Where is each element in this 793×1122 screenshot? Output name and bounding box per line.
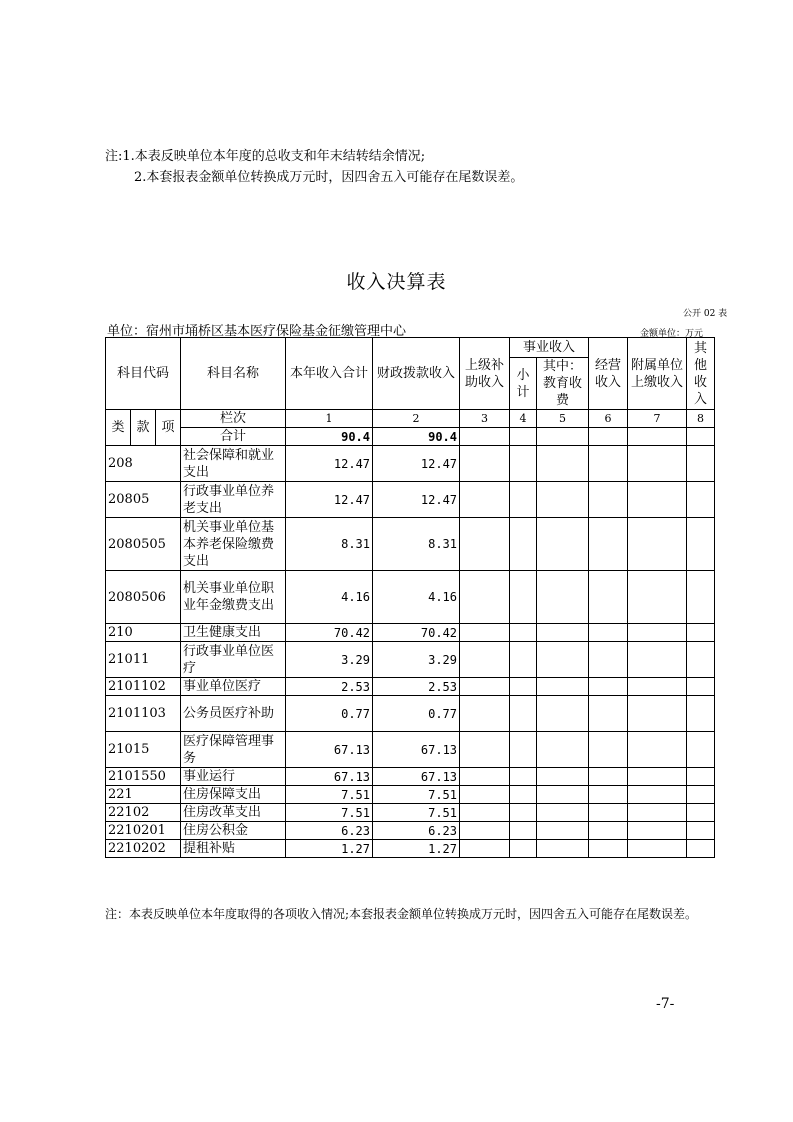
header-subject-name: 科目名称 — [181, 338, 286, 410]
empty-cell — [589, 482, 628, 518]
row-total-income: 3.29 — [286, 642, 373, 678]
row-total-income: 70.42 — [286, 624, 373, 642]
row-name: 事业单位医疗 — [181, 678, 286, 696]
page-title: 收入决算表 — [346, 271, 447, 293]
row-fiscal-income: 4.16 — [373, 571, 460, 624]
empty-cell — [589, 696, 628, 732]
empty-cell — [628, 822, 687, 840]
row-fiscal-income: 12.47 — [373, 482, 460, 518]
table-row — [106, 768, 715, 786]
unit-label: 单位：宿州市埇桥区基本医疗保险基金征缴管理中心 — [107, 324, 407, 339]
empty-cell — [510, 642, 537, 678]
row-code: 21015 — [106, 732, 181, 768]
table-row — [106, 732, 715, 768]
fiscal-income-sum: 90.4 — [373, 428, 460, 446]
header-superior-subsidy: 上级补助收入 — [460, 338, 510, 410]
empty-cell — [687, 768, 715, 786]
table-row — [106, 840, 715, 858]
row-total-income: 8.31 — [286, 518, 373, 571]
row-code: 2080505 — [106, 518, 181, 571]
header-kuan: 款 — [131, 410, 156, 446]
col-number: 8 — [687, 410, 715, 428]
table-row — [106, 678, 715, 696]
row-fiscal-income: 7.51 — [373, 786, 460, 804]
empty-cell — [589, 768, 628, 786]
col-number: 5 — [537, 410, 589, 428]
empty-cell — [537, 571, 589, 624]
empty-cell — [589, 786, 628, 804]
row-name: 卫生健康支出 — [181, 624, 286, 642]
income-table — [105, 337, 715, 858]
row-fiscal-income: 12.47 — [373, 446, 460, 482]
empty-cell — [687, 732, 715, 768]
row-name: 公务员医疗补助 — [181, 696, 286, 732]
empty-cell — [628, 678, 687, 696]
empty-cell — [537, 624, 589, 642]
empty-cell — [687, 624, 715, 642]
row-total-income: 2.53 — [286, 678, 373, 696]
empty-cell — [460, 678, 510, 696]
row-fiscal-income: 3.29 — [373, 642, 460, 678]
row-code: 2210202 — [106, 840, 181, 858]
empty-cell — [510, 786, 537, 804]
row-code: 208 — [106, 446, 181, 482]
row-fiscal-income: 67.13 — [373, 732, 460, 768]
row-code: 2101102 — [106, 678, 181, 696]
row-name: 机关事业单位基本养老保险缴费支出 — [181, 518, 286, 571]
row-total-income: 67.13 — [286, 732, 373, 768]
row-code: 2080506 — [106, 571, 181, 624]
empty-cell — [460, 642, 510, 678]
empty-cell — [628, 624, 687, 642]
header-subject-code: 科目代码 — [106, 338, 181, 410]
header-fiscal-income: 财政拨款收入 — [373, 338, 460, 410]
empty-cell — [628, 696, 687, 732]
empty-cell — [687, 822, 715, 840]
row-fiscal-income: 70.42 — [373, 624, 460, 642]
empty-cell — [687, 786, 715, 804]
row-fiscal-income: 6.23 — [373, 822, 460, 840]
row-code: 2101103 — [106, 696, 181, 732]
empty-cell — [510, 571, 537, 624]
header-column-index: 栏次 — [181, 410, 286, 428]
col-number: 3 — [460, 410, 510, 428]
empty-cell — [460, 696, 510, 732]
empty-cell — [589, 822, 628, 840]
row-code: 210 — [106, 624, 181, 642]
empty-cell — [628, 804, 687, 822]
empty-cell — [460, 518, 510, 571]
header-lei: 类 — [106, 410, 131, 446]
empty-cell — [460, 840, 510, 858]
empty-cell — [537, 822, 589, 840]
empty-cell — [510, 624, 537, 642]
row-name: 住房改革支出 — [181, 804, 286, 822]
empty-cell — [628, 446, 687, 482]
empty-cell — [460, 822, 510, 840]
row-code: 20805 — [106, 482, 181, 518]
row-code: 2210201 — [106, 822, 181, 840]
row-name: 提租补贴 — [181, 840, 286, 858]
row-total-income: 6.23 — [286, 822, 373, 840]
empty-cell — [628, 571, 687, 624]
empty-cell — [589, 642, 628, 678]
empty-cell — [510, 732, 537, 768]
empty-cell — [510, 518, 537, 571]
row-total-income: 1.27 — [286, 840, 373, 858]
table-row — [106, 446, 715, 482]
row-total-income: 7.51 — [286, 786, 373, 804]
empty-cell — [510, 678, 537, 696]
table-row — [106, 642, 715, 678]
table-row — [106, 518, 715, 571]
row-name: 行政事业单位医疗 — [181, 642, 286, 678]
empty-cell — [589, 678, 628, 696]
empty-cell — [628, 732, 687, 768]
header-operating-income: 经营收入 — [589, 338, 628, 410]
header-edu-fee: 其中：教育收费 — [537, 358, 589, 410]
empty-cell — [510, 446, 537, 482]
empty-cell — [510, 482, 537, 518]
col-number: 1 — [286, 410, 373, 428]
empty-cell — [628, 482, 687, 518]
empty-cell — [537, 446, 589, 482]
empty-cell — [687, 518, 715, 571]
empty-cell — [537, 642, 589, 678]
empty-cell — [687, 482, 715, 518]
empty-cell — [537, 482, 589, 518]
row-fiscal-income: 7.51 — [373, 804, 460, 822]
table-row — [106, 822, 715, 840]
note-bottom: 注：本表反映单位本年度取得的各项收入情况;本套报表金额单位转换成万元时，因四舍五入可能存在尾数误差。 — [105, 907, 698, 921]
empty-cell — [589, 840, 628, 858]
empty-cell — [589, 518, 628, 571]
row-name: 住房公积金 — [181, 822, 286, 840]
col-number: 4 — [510, 410, 537, 428]
empty-cell — [589, 571, 628, 624]
row-code: 221 — [106, 786, 181, 804]
empty-cell — [510, 696, 537, 732]
row-total-income: 12.47 — [286, 482, 373, 518]
row-total-income: 7.51 — [286, 804, 373, 822]
row-name: 社会保障和就业支出 — [181, 446, 286, 482]
empty-cell — [460, 624, 510, 642]
row-code: 21011 — [106, 642, 181, 678]
empty-cell — [460, 786, 510, 804]
header-other-income: 其他收入 — [687, 338, 715, 410]
empty-cell — [687, 804, 715, 822]
empty-cell — [687, 642, 715, 678]
row-fiscal-income: 8.31 — [373, 518, 460, 571]
col-number: 7 — [628, 410, 687, 428]
row-name: 事业运行 — [181, 768, 286, 786]
empty-cell — [460, 804, 510, 822]
table-row — [106, 804, 715, 822]
row-name: 住房保障支出 — [181, 786, 286, 804]
row-code: 2101550 — [106, 768, 181, 786]
empty-cell — [510, 822, 537, 840]
row-fiscal-income: 1.27 — [373, 840, 460, 858]
row-total-income: 4.16 — [286, 571, 373, 624]
empty-cell — [537, 840, 589, 858]
row-total-income: 12.47 — [286, 446, 373, 482]
empty-cell — [589, 624, 628, 642]
empty-cell — [589, 732, 628, 768]
col-number: 2 — [373, 410, 460, 428]
empty-cell — [628, 768, 687, 786]
empty-cell — [687, 446, 715, 482]
row-name: 机关事业单位职业年金缴费支出 — [181, 571, 286, 624]
empty-cell — [510, 768, 537, 786]
row-total-income: 67.13 — [286, 768, 373, 786]
row-fiscal-income: 0.77 — [373, 696, 460, 732]
row-name: 行政事业单位养老支出 — [181, 482, 286, 518]
row-code: 22102 — [106, 804, 181, 822]
empty-cell — [460, 482, 510, 518]
empty-cell — [628, 642, 687, 678]
table-row — [106, 786, 715, 804]
total-income-sum: 90.4 — [286, 428, 373, 446]
empty-cell — [537, 732, 589, 768]
empty-cell — [687, 696, 715, 732]
empty-cell — [537, 804, 589, 822]
table-row — [106, 482, 715, 518]
empty-cell — [628, 518, 687, 571]
header-affiliated-income: 附属单位上缴收入 — [628, 338, 687, 410]
header-xiang: 项 — [156, 410, 181, 446]
row-fiscal-income: 67.13 — [373, 768, 460, 786]
empty-cell — [537, 518, 589, 571]
empty-cell — [460, 768, 510, 786]
row-fiscal-income: 2.53 — [373, 678, 460, 696]
empty-cell — [460, 732, 510, 768]
table-code: 公开 02 表 — [683, 309, 728, 319]
empty-cell — [628, 840, 687, 858]
amount-unit-label: 金额单位：万元 — [640, 329, 704, 339]
empty-cell — [537, 696, 589, 732]
empty-cell — [510, 804, 537, 822]
empty-cell — [537, 768, 589, 786]
empty-cell — [537, 786, 589, 804]
row-total-income: 0.77 — [286, 696, 373, 732]
col-number: 6 — [589, 410, 628, 428]
table-row — [106, 624, 715, 642]
header-business-income: 事业收入 — [510, 338, 589, 358]
empty-cell — [460, 446, 510, 482]
header-total: 合计 — [181, 428, 286, 446]
header-subtotal: 小计 — [510, 358, 537, 410]
empty-cell — [537, 678, 589, 696]
empty-cell — [460, 571, 510, 624]
empty-cell — [628, 786, 687, 804]
empty-cell — [510, 840, 537, 858]
empty-cell — [687, 678, 715, 696]
empty-cell — [687, 840, 715, 858]
empty-cell — [589, 804, 628, 822]
empty-cell — [589, 446, 628, 482]
page-number: -7- — [656, 996, 675, 1012]
note-line-2: 2.本套报表金额单位转换成万元时，因四舍五入可能存在尾数误差。 — [134, 170, 524, 185]
table-row — [106, 696, 715, 732]
header-total-income: 本年收入合计 — [286, 338, 373, 410]
table-row — [106, 571, 715, 624]
empty-cell — [687, 571, 715, 624]
row-name: 医疗保障管理事务 — [181, 732, 286, 768]
note-line-1: 注:1.本表反映单位本年度的总收支和年末结转结余情况; — [105, 149, 426, 164]
